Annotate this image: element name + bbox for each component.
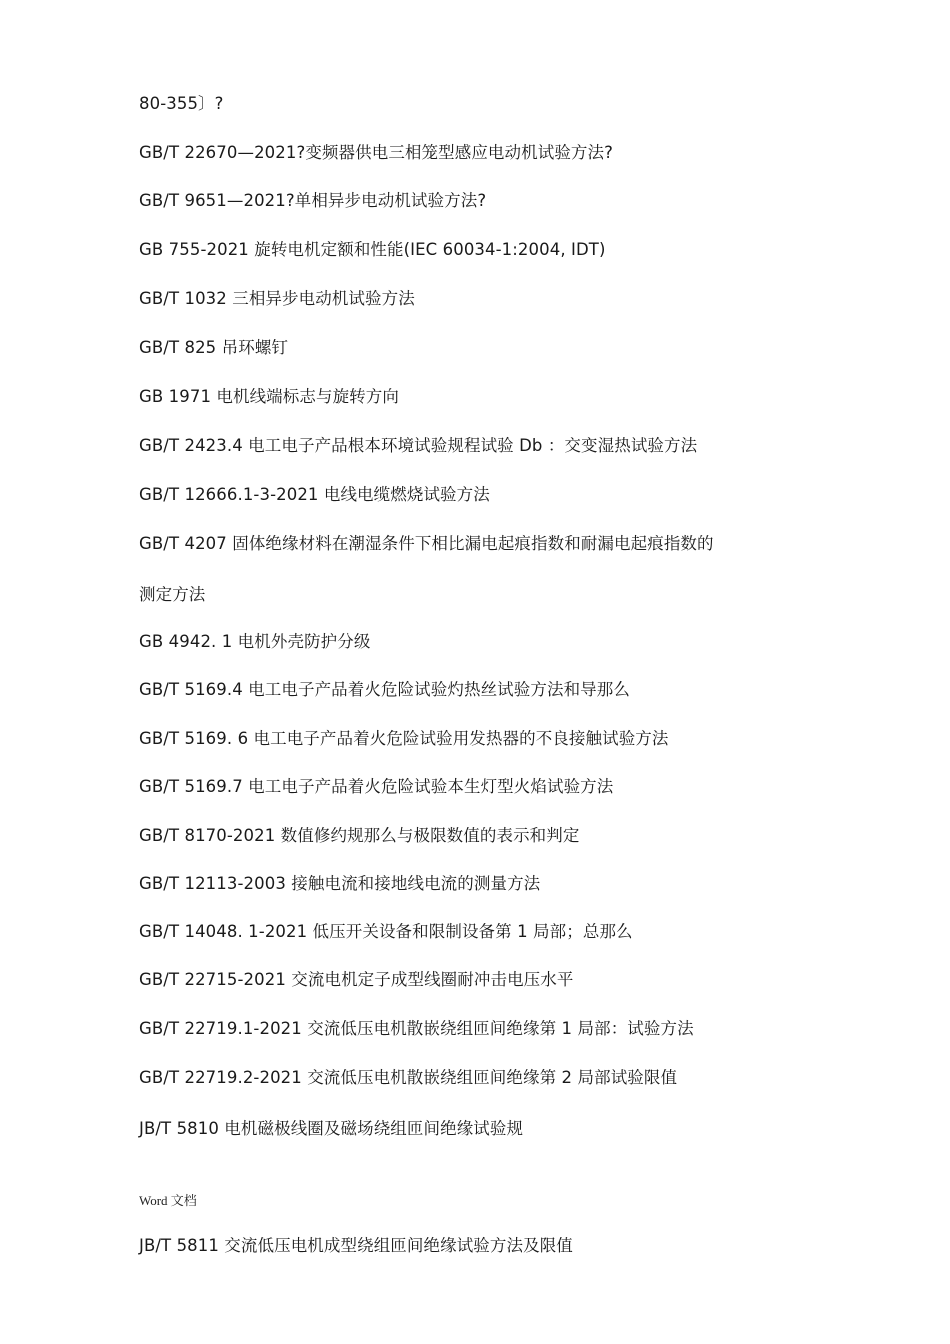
doc-line-14: GB/T 5169. 6 电工电子产品着火危险试验用发热器的不良接触试验方法 bbox=[139, 729, 669, 748]
doc-line-15: GB/T 5169.7 电工电子产品着火危险试验本生灯型火焰试验方法 bbox=[139, 777, 614, 796]
doc-line-4: GB 755-2021 旋转电机定额和性能(IEC 60034-1:2004, IDT) bbox=[139, 240, 606, 259]
doc-line-16: GB/T 8170-2021 数值修约规那么与极限数值的表示和判定 bbox=[139, 826, 580, 845]
doc-line-11: 测定方法 bbox=[139, 585, 206, 604]
doc-line-9: GB/T 12666.1-3-2021 电线电缆燃烧试验方法 bbox=[139, 485, 490, 504]
doc-line-12: GB 4942. 1 电机外壳防护分级 bbox=[139, 632, 371, 651]
doc-line-2: GB/T 22670—2021?变频器供电三相笼型感应电动机试验方法? bbox=[139, 143, 613, 162]
doc-line-8: GB/T 2423.4 电工电子产品根本环境试验规程试验 Db ：交变湿热试验方法 bbox=[139, 436, 698, 455]
doc-line-1: 80-355〕? bbox=[139, 94, 224, 113]
doc-line-10: GB/T 4207 固体绝缘材料在潮湿条件下相比漏电起痕指数和耐漏电起痕指数的 bbox=[139, 534, 714, 553]
doc-line-22: JB/T 5810 电机磁极线圈及磁场绕组匝间绝缘试验规 bbox=[139, 1119, 524, 1138]
doc-line-3: GB/T 9651—2021?单相异步电动机试验方法? bbox=[139, 191, 487, 210]
doc-line-13: GB/T 5169.4 电工电子产品着火危险试验灼热丝试验方法和导那么 bbox=[139, 680, 630, 699]
doc-line-20: GB/T 22719.1-2021 交流低压电机散嵌绕组匝间绝缘第 1 局部：试验方法 bbox=[139, 1019, 694, 1038]
doc-line-21: GB/T 22719.2-2021 交流低压电机散嵌绕组匝间绝缘第 2 局部试验限值 bbox=[139, 1068, 678, 1087]
doc-line-17: GB/T 12113-2003 接触电流和接地线电流的测量方法 bbox=[139, 874, 541, 893]
doc-line-23: JB/T 5811 交流低压电机成型绕组匝间绝缘试验方法及限值 bbox=[139, 1236, 573, 1255]
doc-line-18: GB/T 14048. 1-2021 低压开关设备和限制设备第 1 局部；总那么 bbox=[139, 922, 633, 941]
page-footer-label: Word 文档 bbox=[139, 1193, 197, 1208]
doc-line-19: GB/T 22715-2021 交流电机定子成型线圈耐冲击电压水平 bbox=[139, 970, 574, 989]
doc-line-5: GB/T 1032 三相异步电动机试验方法 bbox=[139, 289, 415, 308]
doc-line-7: GB 1971 电机线端标志与旋转方向 bbox=[139, 387, 399, 406]
doc-line-6: GB/T 825 吊环螺钉 bbox=[139, 338, 289, 357]
